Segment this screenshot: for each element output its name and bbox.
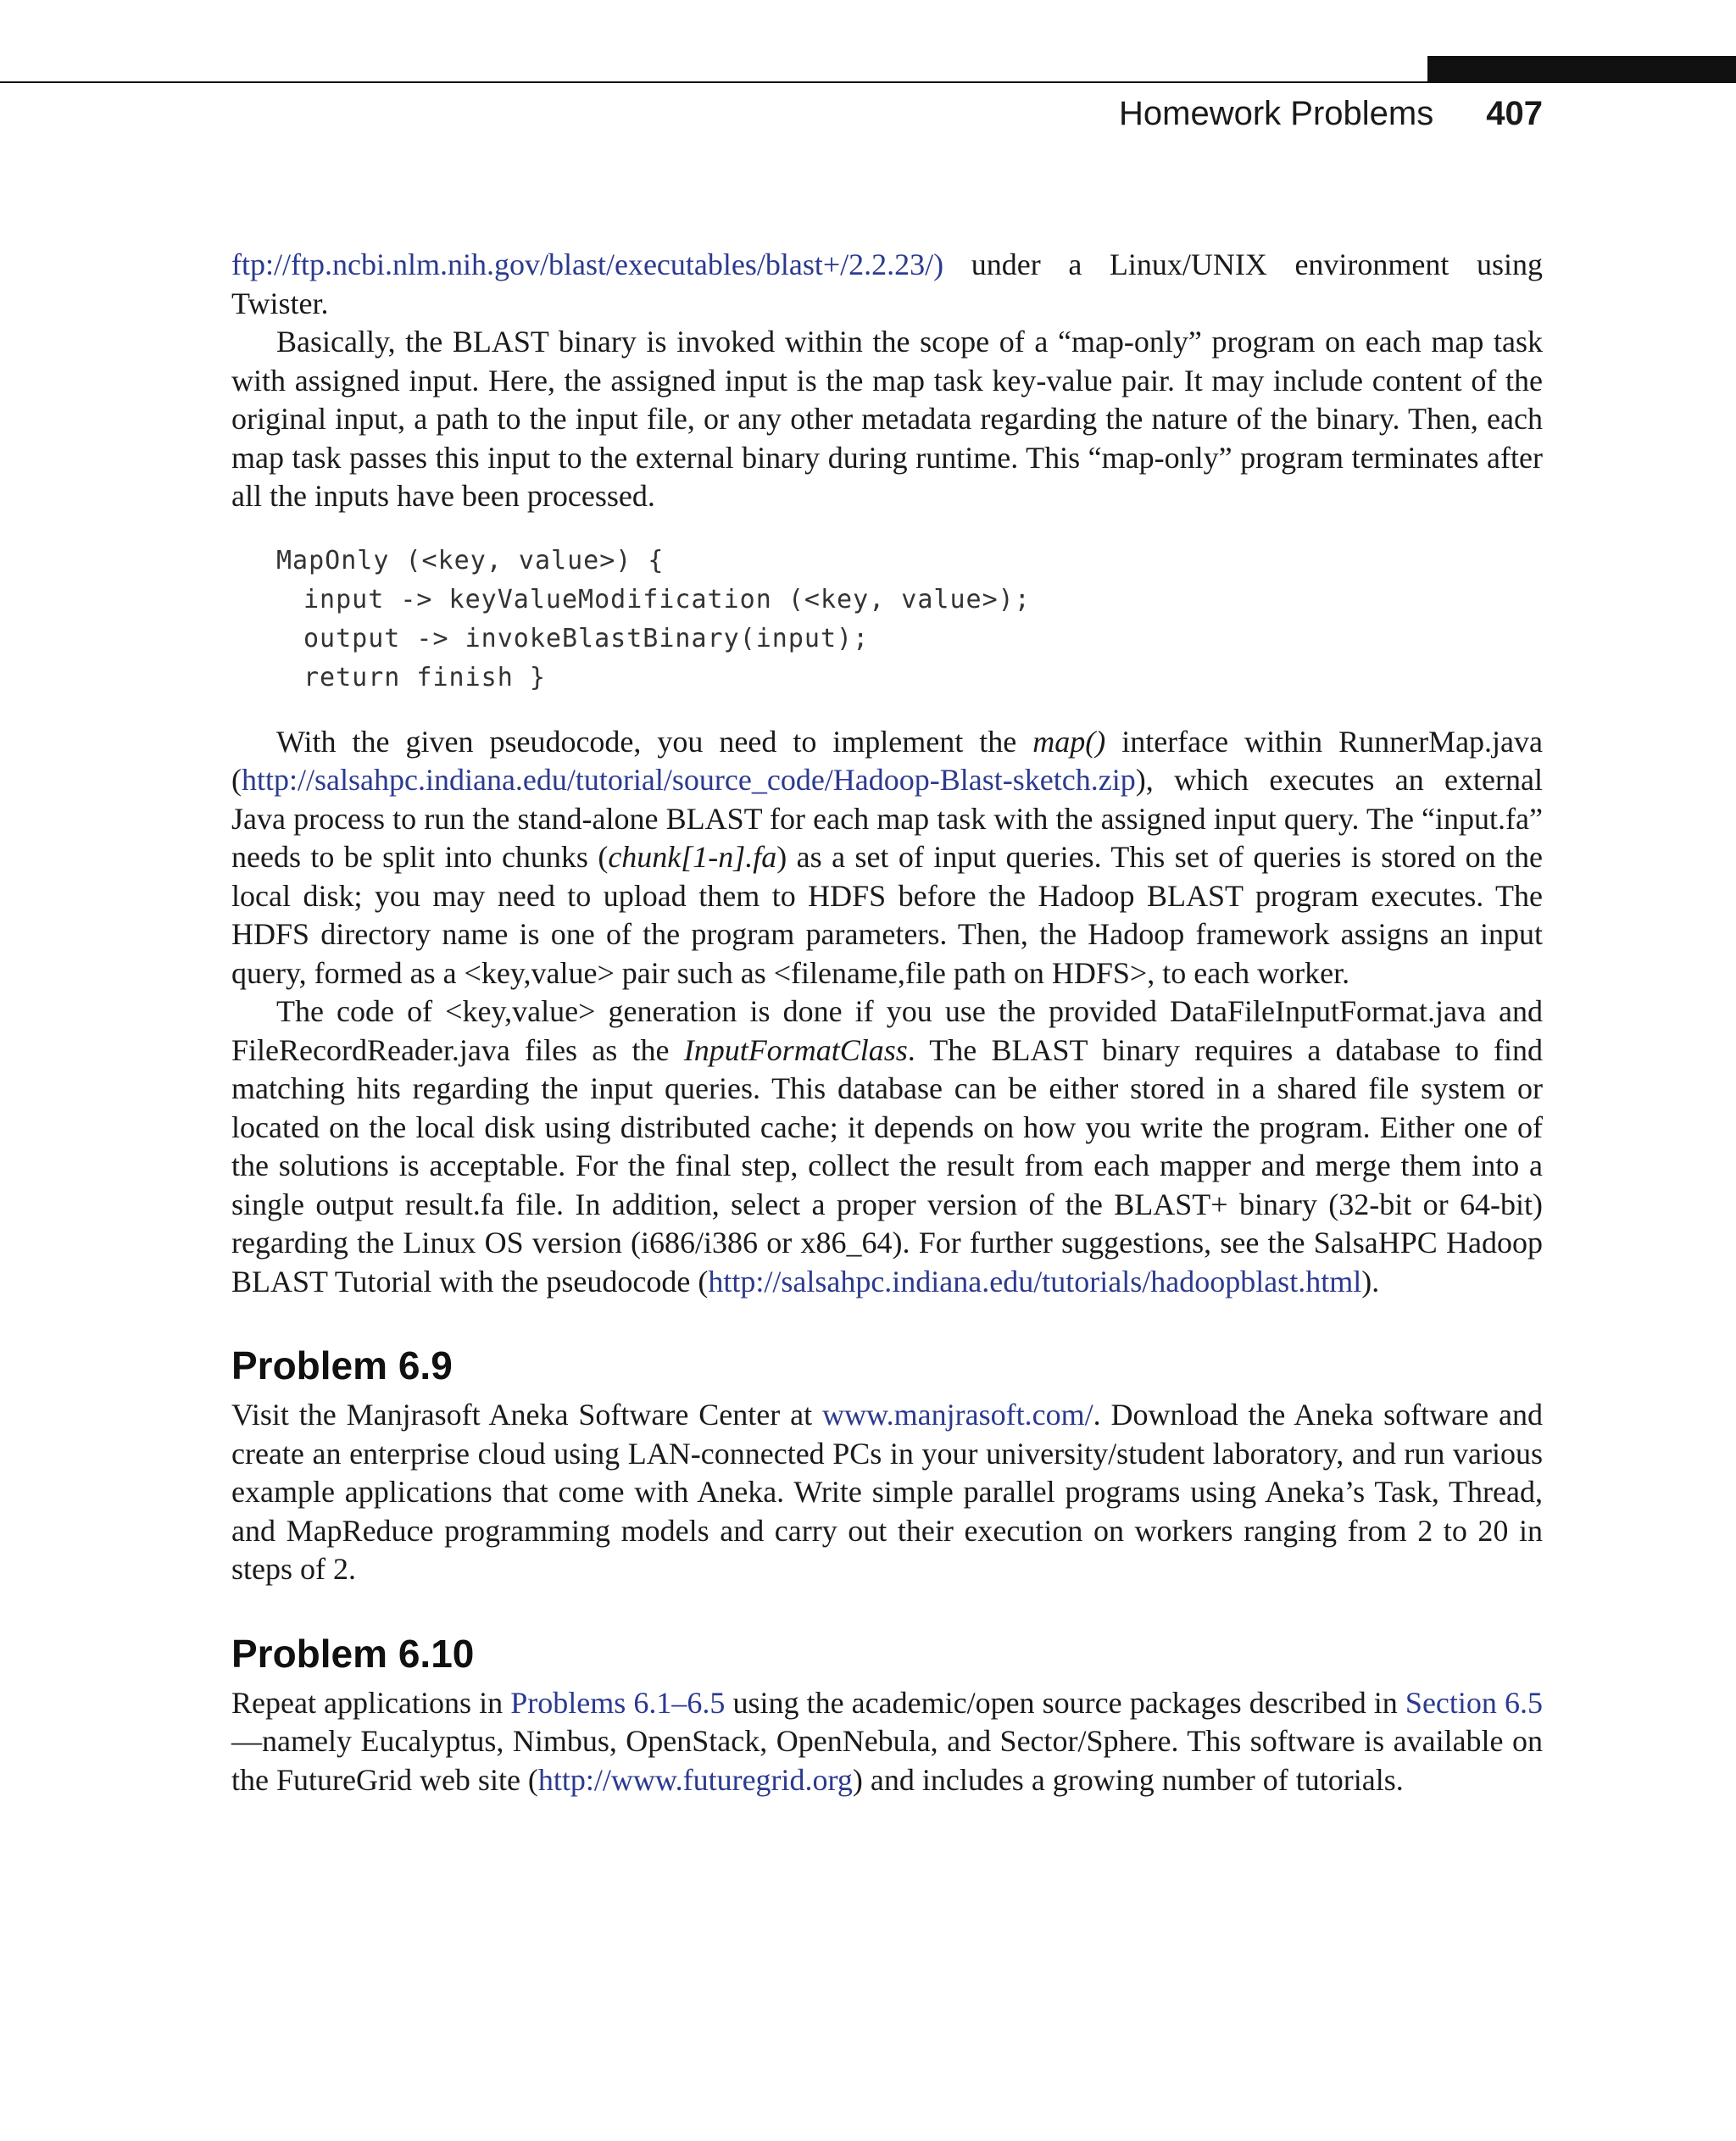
page-content (231, 246, 1543, 1799)
blast-paragraph-1: ftp://ftp.ncbi.nlm.nih.gov/blast/executables/blast+/2.2.23/) under a Linux/UNIX environment using Twister. (231, 247, 1543, 320)
header-bar (1427, 56, 1736, 82)
code-line: MapOnly (<key, value>) { (276, 545, 665, 576)
hadoop-blast-tutorial-link[interactable]: http://salsahpc.indiana.edu/tutorials/hadoopblast.html (708, 1264, 1362, 1299)
code-line: return finish } (303, 662, 546, 692)
manjrasoft-link[interactable]: www.manjrasoft.com/ (822, 1398, 1093, 1432)
section-6-5-link[interactable]: Section 6.5 (1405, 1685, 1544, 1720)
hadoop-blast-sketch-link[interactable]: http://salsahpc.indiana.edu/tutorial/source_code/Hadoop-Blast-sketch.zip (242, 763, 1136, 797)
blast-ftp-link[interactable]: ftp://ftp.ncbi.nlm.nih.gov/blast/executables/blast+/2.2.23/) (231, 247, 944, 281)
problem-6-10-text: Repeat applications in Problems 6.1–6.5 using the academic/open source packages described in Section 6.5—namely Eucalyptus, Nimbus, OpenStack, OpenNebula, and Sector/Sphere. This software is available on the FutureGrid web site (http://www.futuregrid.org) and includes a growing number of tutorials. (231, 1685, 1544, 1797)
code-line: input -> keyValueModification (<key, value>); (303, 584, 1031, 614)
futuregrid-link[interactable]: http://www.futuregrid.org (537, 1762, 853, 1797)
problems-6-1-6-5-link[interactable]: Problems 6.1–6.5 (510, 1685, 726, 1720)
problem-6-10-heading: Problem 6.10 (231, 1631, 475, 1676)
pseudocode-block (276, 542, 1543, 698)
problem-6-9-heading: Problem 6.9 (231, 1343, 453, 1387)
blast-paragraph-3: With the given pseudocode, you need to implement the map() interface within RunnerMap.java (http://salsahpc.indiana.edu/tutorial/source_code/Hadoop-Blast-sketch.zip), which executes an external Java process to run the stand-alone BLAST for each map task with the assigned input query. The “input.fa” needs to be split into chunks (chunk[1-n].fa) as a set of input queries. This set of queries is stored on the local disk; you may need to upload them to HDFS before the Hadoop BLAST program executes. The HDFS directory name is one of the program parameters. Then, the Hadoop framework assigns an input query, formed as a <key,value> pair such as <filename,file path on HDFS>, to each worker. (231, 724, 1544, 990)
problem-6-9-text: Visit the Manjrasoft Aneka Software Center at www.manjrasoft.com/. Download the Aneka software and create an enterprise cloud using LAN-connected PCs in your university/student laboratory, and run various example applications that come with Aneka. Write simple parallel programs using Aneka’s Task, Thread, and MapReduce programming models and carry out their execution on workers ranging from 2 to 20 in steps of 2. (231, 1398, 1543, 1586)
running-head (1119, 95, 1543, 133)
page-number: 407 (1486, 95, 1543, 132)
code-line: output -> invokeBlastBinary(input); (303, 623, 870, 653)
blast-paragraph-2: Basically, the BLAST binary is invoked within the scope of a “map-only” program on each map task with assigned input. Here, the assigned input is the map task key-value pair. It may include content of the original input, a path to the input file, or any other metadata regarding the nature of the binary. Then, each map task passes this input to the external binary during runtime. This “map-only” program terminates after all the inputs have been processed. (231, 325, 1543, 513)
blast-paragraph-4: The code of <key,value> generation is done if you use the provided DataFileInputFormat.java and FileRecordReader.java files as the InputFormatClass. The BLAST binary requires a database to find matching hits regarding the input queries. This database can be either stored in a shared file system or located on the local disk using distributed cache; it depends on how you write the program. Either one of the solutions is acceptable. For the final step, collect the result from each mapper and merge them into a single output result.fa file. In addition, select a proper version of the BLAST+ binary (32-bit or 64-bit) regarding the Linux OS version (i686/i386 or x86_64). For further suggestions, see the SalsaHPC Hadoop BLAST Tutorial with the pseudocode (http://salsahpc.indiana.edu/tutorials/hadoopblast.html). (231, 994, 1543, 1299)
running-head-title: Homework Problems (1119, 95, 1434, 132)
